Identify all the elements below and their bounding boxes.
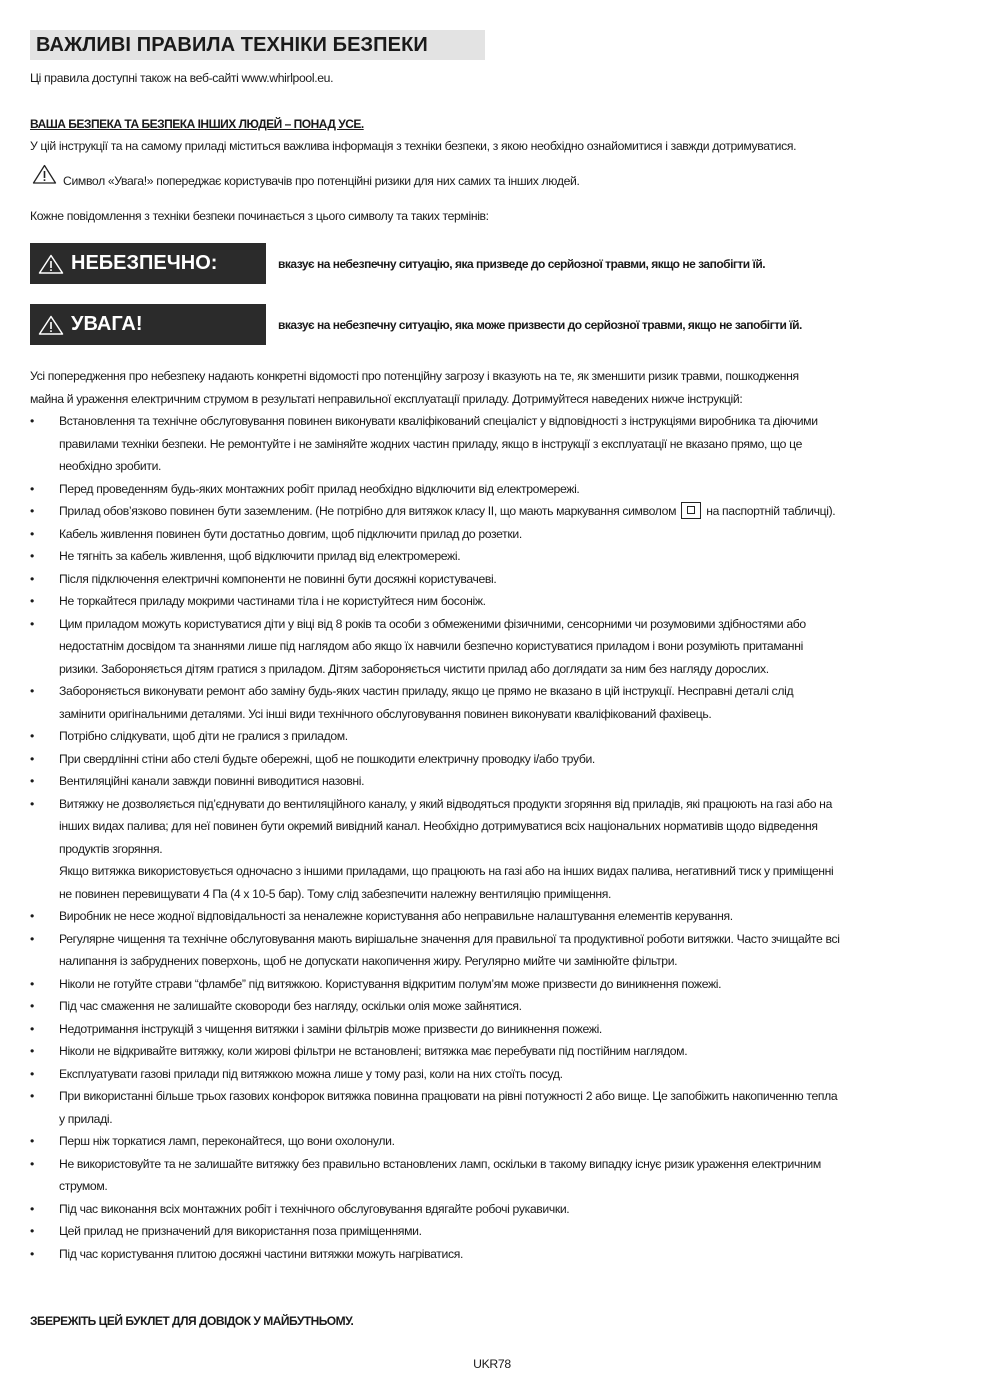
instruction-line: не повинен перевищувати 4 Па (4 x 10-5 бар). Тому слід забезпечити належну вентиляцію приміщення. xyxy=(59,886,612,901)
instruction-line xyxy=(59,500,955,523)
caution-label: УВАГА! xyxy=(71,313,143,335)
danger-banner xyxy=(30,243,266,284)
terms-intro: Кожне повідомлення з техніки безпеки починається з цього символу та таких термінів: xyxy=(30,209,489,223)
bullet-glyph: • xyxy=(30,1246,34,1261)
instruction-line: струмом. xyxy=(59,1179,108,1193)
instruction-list xyxy=(0,410,984,1265)
bullet-glyph: • xyxy=(30,594,34,608)
warning-symbol-text: Символ «Увага!» попереджає користувачів про потенційні ризики для них самих та інших людей. xyxy=(63,174,580,188)
bullet-glyph: • xyxy=(30,1089,34,1103)
instruction-item xyxy=(0,1243,955,1266)
warning-triangle-icon xyxy=(32,164,57,184)
bullet-glyph: • xyxy=(30,1201,34,1216)
instruction-item xyxy=(0,613,955,681)
instruction-line: у приладі. xyxy=(59,1111,113,1126)
keep-booklet-note: ЗБЕРЕЖІТЬ ЦЕЙ БУКЛЕТ ДЛЯ ДОВІДОК У МАЙБУТНЬОМУ. xyxy=(30,1314,354,1328)
bullet-glyph: • xyxy=(30,1066,34,1081)
instruction-item xyxy=(0,500,955,523)
instruction-line: Не використовуйте та не залишайте витяжку без правильно встановлених ламп, оскільки в такому випадку існує ризик ураження електричним xyxy=(59,1156,821,1171)
intro-paragraph xyxy=(30,365,960,410)
bullet-glyph: • xyxy=(30,616,34,631)
instruction-line: налипання із забруднених поверхонь, щоб не допускати накопичення жиру. Регулярно мийте чи замінюйте фільтри. xyxy=(59,954,678,968)
instruction-item xyxy=(0,1063,955,1086)
instruction-text: на паспортній табличці). xyxy=(706,504,836,518)
bullet-glyph: • xyxy=(30,909,34,923)
instruction-item xyxy=(0,1220,955,1243)
bullet-glyph: • xyxy=(30,751,34,766)
instruction-item xyxy=(0,568,955,591)
instruction-line: Не тягніть за кабель живлення, щоб відключити прилад від електромережі. xyxy=(59,549,461,563)
bullet-glyph: • xyxy=(30,481,34,496)
danger-label: НЕБЕЗПЕЧНО: xyxy=(71,252,218,274)
bullet-glyph: • xyxy=(30,526,34,541)
instruction-line: Цим приладом можуть користуватися діти у віці від 8 років та особи з обмеженими фізичними, сенсорними чи розумовими здібностями або xyxy=(59,616,806,631)
instruction-item xyxy=(0,410,955,478)
instruction-line: Витяжку не дозволяється під’єднувати до вентиляційного каналу, у який відводяться продукти згоряння від приладів, які працюють на газі або на xyxy=(59,796,832,811)
instruction-line: Якщо витяжка використовується одночасно з іншими приладами, що працюють на газі або на інших видах палива, негативний тиск у приміщенні xyxy=(59,864,834,878)
instruction-line: Ніколи не відкривайте витяжку, коли жирові фільтри не встановлені; витяжка має перебувати під постійним наглядом. xyxy=(59,1044,688,1058)
instruction-item xyxy=(0,680,955,725)
instruction-line: Під час користування плитою досяжні частини витяжки можуть нагріватися. xyxy=(59,1246,464,1261)
instruction-item xyxy=(0,1153,955,1198)
instruction-line: Під час виконання всіх монтажних робіт і технічного обслуговування вдягайте робочі рукавички. xyxy=(59,1201,570,1216)
instruction-line: Після підключення електричні компоненти не повинні бути досяжні користувачеві. xyxy=(59,571,497,586)
instruction-item xyxy=(0,973,955,996)
bullet-glyph: • xyxy=(30,504,34,518)
danger-description: вказує на небезпечну ситуацію, яка призведе до серйозної травми, якщо не запобігти їй. xyxy=(278,257,766,271)
bullet-glyph: • xyxy=(30,1156,34,1171)
warning-triangle-icon xyxy=(38,254,64,274)
bullet-glyph: • xyxy=(30,1044,34,1058)
double-square-icon xyxy=(681,502,701,519)
bullet-glyph: • xyxy=(30,976,34,991)
bullet-glyph: • xyxy=(30,774,34,788)
instruction-line: Забороняється виконувати ремонт або заміну будь-яких частин приладу, якщо це прямо не вказано в цій інструкції. Несправні деталі слід xyxy=(59,684,794,698)
instruction-line: продуктів згоряння. xyxy=(59,841,163,856)
bullet-glyph: • xyxy=(30,796,34,811)
instruction-line: Вентиляційні канали завжди повинні виводитися назовні. xyxy=(59,774,365,788)
instruction-item xyxy=(0,905,955,928)
page-number: UKR78 xyxy=(473,1357,511,1371)
instruction-line: Під час смаження не залишайте сковороди без нагляду, оскільки олія може зайнятися. xyxy=(59,999,522,1013)
instruction-item xyxy=(0,860,955,905)
instruction-line: Перш ніж торкатися ламп, переконайтеся, що вони охолонули. xyxy=(59,1134,395,1148)
caution-banner xyxy=(30,304,266,345)
instruction-item xyxy=(0,995,955,1018)
bullet-glyph: • xyxy=(30,1224,34,1238)
instruction-line: недостатнім досвідом та знаннями лише під наглядом або якщо їх навчили безпечно користуватися приладом і вони розуміють притаманні xyxy=(59,639,803,653)
bullet-glyph: • xyxy=(30,931,34,946)
instruction-line: Недотримання інструкцій з чищення витяжки і заміни фільтрів може призвести до виникнення пожежі. xyxy=(59,1021,602,1036)
instruction-line: Експлуатувати газові прилади під витяжкою можна лише у тому разі, коли на них стоїть посуд. xyxy=(59,1066,563,1081)
instruction-item xyxy=(0,793,955,861)
instruction-item xyxy=(0,748,955,771)
instruction-line: При використанні більше трьох газових конфорок витяжка повинна працювати на рівні потужності 2 або вище. Це запобіжить накопиченню тепла xyxy=(59,1089,838,1103)
instruction-line: При свердлінні стіни або стелі будьте обережні, щоб не пошкодити електричну проводку і/або труби. xyxy=(59,751,595,766)
instruction-item xyxy=(0,1130,955,1153)
instruction-item xyxy=(0,545,955,568)
warning-triangle-icon xyxy=(38,315,64,335)
instruction-line: Потрібно слідкувати, щоб діти не гралися з приладом. xyxy=(59,729,348,743)
instruction-line: Ніколи не готуйте страви “фламбе” під витяжкою. Користування відкритим полум’ям може призвести до виникнення пожежі. xyxy=(59,976,722,991)
instruction-line: Встановлення та технічне обслуговування повинен виконувати кваліфікований спеціаліст у відповідності з інструкціями виробника та діючими xyxy=(59,414,818,428)
instruction-item xyxy=(0,1198,955,1221)
instruction-line: Регулярне чищення та технічне обслуговування мають вирішальне значення для правильної та продуктивної роботи витяжки. Часто зчищайте всі xyxy=(59,931,840,946)
instruction-line: Кабель живлення повинен бути достатньо довгим, щоб підключити прилад до розетки. xyxy=(59,526,522,541)
bullet-glyph: • xyxy=(30,571,34,586)
page-title: ВАЖЛИВІ ПРАВИЛА ТЕХНІКИ БЕЗПЕКИ xyxy=(30,30,485,60)
instruction-line: Цей прилад не призначений для використання поза приміщеннями. xyxy=(59,1224,422,1238)
instruction-item xyxy=(0,523,955,546)
instruction-line: ризики. Забороняється дітям гратися з приладом. Дітям забороняється чистити прилад або доглядати за ним без нагляду дорослих. xyxy=(59,661,769,676)
intro-line: майна й ураження електричним струмом в результаті неправильної експлуатації приладу. Дотримуйтеся наведених нижче інструкцій: xyxy=(30,391,743,406)
safety-info: У цій інструкції та на самому приладі міститься важлива інформація з техніки безпеки, з якою необхідно ознайомитися і завжди дотримуватися. xyxy=(30,139,797,153)
caution-description: вказує на небезпечну ситуацію, яка може призвести до серйозної травми, якщо не запобігти їй. xyxy=(278,318,802,332)
bullet-glyph: • xyxy=(30,549,34,563)
instruction-item xyxy=(0,928,955,973)
availability-note: Ці правила доступні також на веб-сайті www.whirlpool.eu. xyxy=(30,71,334,85)
instruction-item xyxy=(0,1018,955,1041)
safety-heading: ВАША БЕЗПЕКА ТА БЕЗПЕКА ІНШИХ ЛЮДЕЙ – ПОНАД УСЕ. xyxy=(30,117,364,131)
instruction-item xyxy=(0,770,955,793)
instruction-line: інших видах палива; для неї повинен бути окремий вивідний канал. Необхідно дотримуватися всіх національних нормативів щодо відведення xyxy=(59,819,818,833)
instruction-line: Виробник не несе жодної відповідальності за неналежне користування або неправильне налаштування елементів керування. xyxy=(59,909,733,923)
bullet-glyph: • xyxy=(30,729,34,743)
instruction-item xyxy=(0,1085,955,1130)
bullet-glyph: • xyxy=(30,1021,34,1036)
bullet-glyph: • xyxy=(30,684,34,698)
intro-line: Усі попередження про небезпеку надають конкретні відомості про потенційну загрозу і вказують на те, як зменшити ризик травми, пошкодження xyxy=(30,369,799,383)
bullet-glyph: • xyxy=(30,999,34,1013)
instruction-text: Прилад обов’язково повинен бути заземленим. (Не потрібно для витяжок класу II, що мають маркування символом xyxy=(59,504,677,518)
instruction-line: правилами техніки безпеки. Не ремонтуйте і не заміняйте жодних частин приладу, якщо в інструкції з експлуатації не вказано прямо, що це xyxy=(59,436,803,451)
instruction-line: Не торкайтеся приладу мокрими частинами тіла і не користуйтеся ним босоніж. xyxy=(59,594,486,608)
bullet-glyph: • xyxy=(30,414,34,428)
instruction-item xyxy=(0,725,955,748)
bullet-glyph: • xyxy=(30,1134,34,1148)
instruction-item xyxy=(0,478,955,501)
instruction-item xyxy=(0,1040,955,1063)
instruction-line: необхідно зробити. xyxy=(59,459,162,473)
instruction-line: Перед проведенням будь-яких монтажних робіт прилад необхідно відключити від електромережі. xyxy=(59,481,580,496)
instruction-item xyxy=(0,590,955,613)
instruction-line: замінити оригінальними деталями. Усі інші види технічного обслуговування повинен виконувати кваліфікований фахівець. xyxy=(59,706,712,721)
